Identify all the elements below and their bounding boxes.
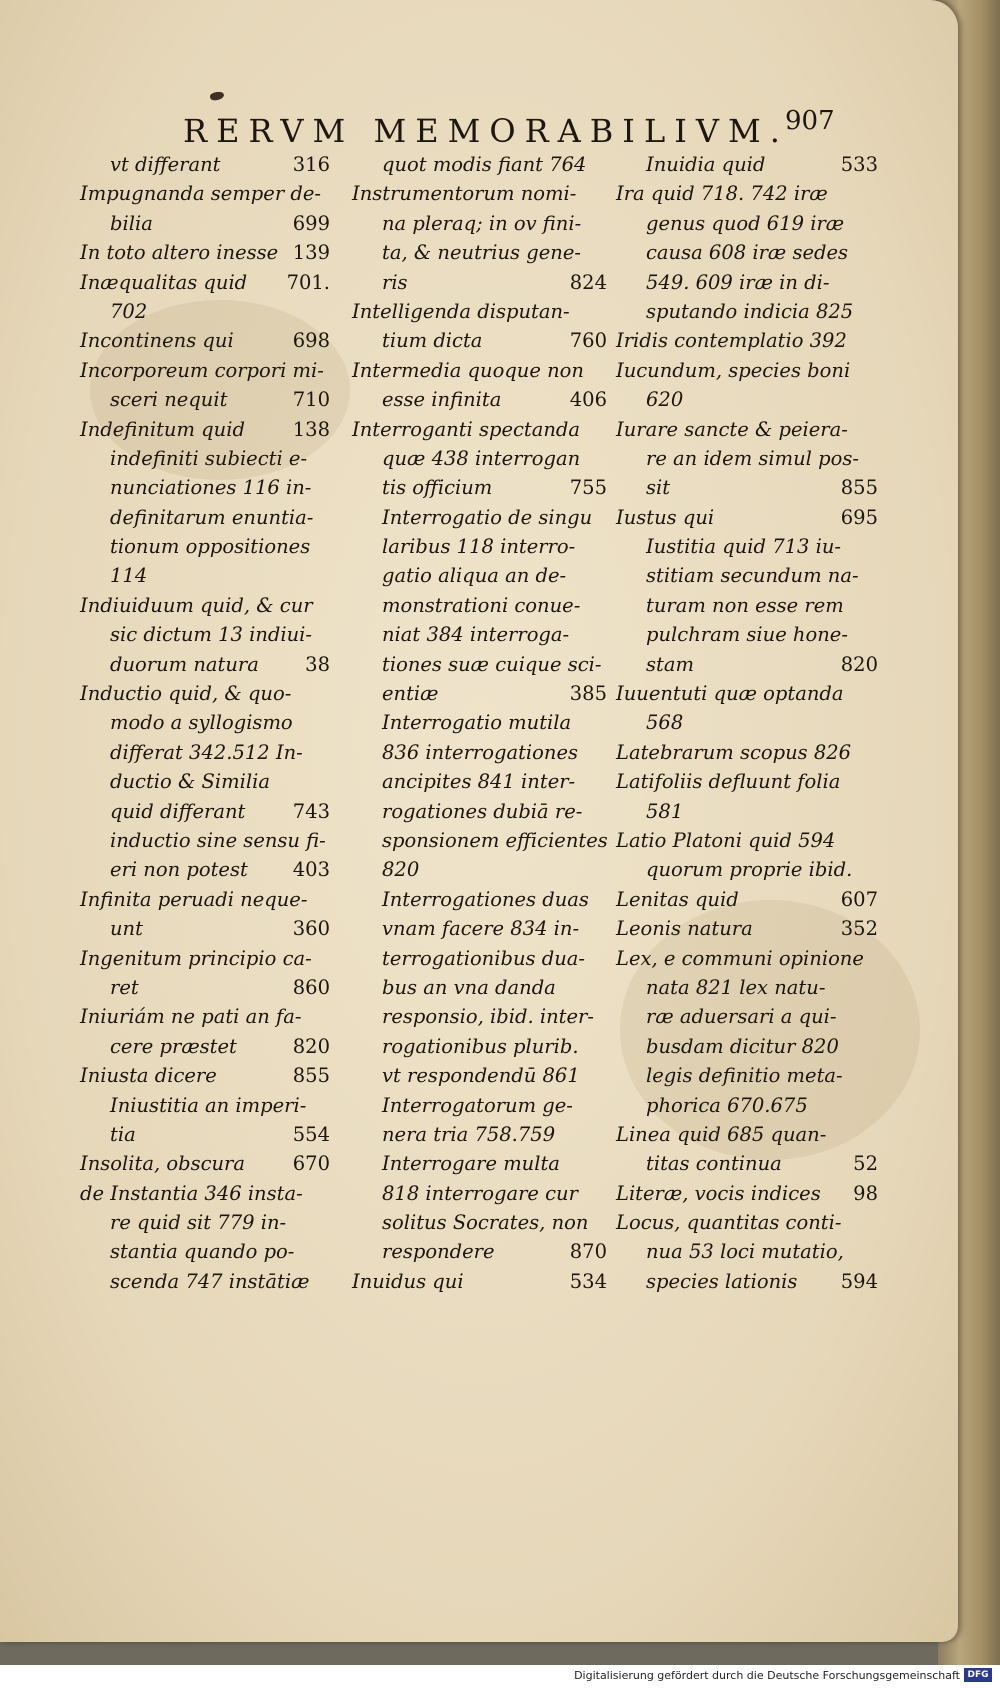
entry-text: Iucundum, species boni	[616, 358, 851, 382]
entry-text: 620	[646, 388, 684, 412]
entry-text: Latifoliis defluunt folia	[616, 770, 841, 794]
entry-text: Iustus qui	[616, 505, 715, 529]
entry-text: tiones suæ cuique sci-	[382, 652, 602, 676]
entry-page-ref: 699	[292, 211, 330, 235]
entry-text: tia	[110, 1122, 136, 1146]
entry-text: vnam facere 834 in-	[382, 917, 580, 941]
entry-text: stantia quando po-	[110, 1240, 295, 1264]
entry-text: bus an vna danda	[382, 975, 556, 999]
entry-text: genus quod 619 iræ	[646, 211, 845, 235]
index-entry-line	[352, 650, 607, 679]
index-entry-line	[616, 650, 878, 679]
entry-text: Intermedia quoque non	[352, 358, 584, 382]
entry-text: Incorporeum corpori mi-	[80, 358, 324, 382]
index-entry-line	[616, 1267, 878, 1296]
entry-page-ref: 316	[292, 153, 330, 176]
entry-text: Locus, quantitas conti-	[616, 1211, 842, 1235]
entry-text: species lationis	[646, 1269, 798, 1293]
index-entry-line	[352, 826, 607, 855]
entry-page-ref: 554	[292, 1122, 330, 1146]
index-entry-line	[80, 855, 330, 884]
entry-text: quot modis fiant 764	[382, 153, 587, 176]
index-entry-line	[352, 150, 607, 179]
index-entry-line	[80, 620, 330, 649]
entry-text: 820	[382, 858, 420, 882]
index-entry-line	[616, 532, 878, 561]
entry-page-ref: 824	[569, 270, 607, 294]
entry-text: esse infinita	[382, 388, 502, 412]
entry-text: nunciationes 116 in-	[110, 476, 312, 500]
index-entry-line	[352, 1237, 607, 1266]
entry-text: laribus 118 interro-	[382, 535, 576, 559]
index-entry-line	[80, 1091, 330, 1120]
entry-text: causa 608 iræ sedes	[646, 241, 849, 265]
entry-text: stitiam secundum na-	[646, 564, 859, 588]
index-entry-line	[80, 385, 330, 414]
index-entry-line	[616, 503, 878, 532]
index-entry-line	[352, 1091, 607, 1120]
entry-text: Lenitas quid	[616, 887, 739, 911]
entry-page-ref: 870	[569, 1240, 607, 1264]
entry-text: definitarum enuntia-	[110, 505, 314, 529]
entry-text: terrogationibus dua-	[382, 946, 585, 970]
footer-credit: Digitalisierung gefördert durch die Deutsche Forschungsgemeinschaft	[574, 1669, 960, 1682]
entry-text: 836 interrogationes	[382, 740, 578, 764]
entry-text: Insolita, obscura	[80, 1152, 245, 1176]
index-entry-line	[616, 326, 878, 355]
entry-text: duorum natura	[110, 652, 259, 676]
index-entry-line	[352, 356, 607, 385]
index-entry-line	[80, 503, 330, 532]
index-entry-line	[80, 1120, 330, 1149]
entry-text: re an idem simul pos-	[646, 446, 859, 470]
entry-text: sit	[646, 476, 671, 500]
index-entry-line	[616, 415, 878, 444]
index-entry-line	[616, 1208, 878, 1237]
entry-page-ref: 820	[292, 1034, 330, 1058]
index-entry-line	[616, 738, 878, 767]
index-entry-line	[616, 473, 878, 502]
entry-text: Ingenitum principio ca-	[80, 946, 312, 970]
entry-text: Inuidus qui	[352, 1269, 464, 1293]
index-entry-line	[616, 620, 878, 649]
entry-text: Instrumentorum nomi-	[352, 182, 577, 206]
entry-page-ref: 701.	[286, 270, 330, 294]
index-entry-line	[616, 1179, 878, 1208]
entry-text: stam	[646, 652, 694, 676]
page-title: RERVM MEMORABILIVM.	[183, 112, 789, 150]
entry-text: ret	[110, 975, 139, 999]
entry-text: In toto altero inesse	[80, 241, 279, 265]
index-entry-line	[352, 268, 607, 297]
entry-text: 581	[646, 799, 684, 823]
index-entry-line	[616, 708, 878, 737]
entry-text: solitus Socrates, non	[382, 1211, 589, 1235]
index-entry-line	[352, 855, 607, 884]
entry-page-ref: 534	[569, 1269, 607, 1293]
index-entry-line	[616, 855, 878, 884]
index-entry-line	[80, 973, 330, 1002]
index-entry-line	[80, 297, 330, 326]
entry-page-ref: 385	[569, 682, 607, 706]
index-entry-line	[352, 415, 607, 444]
index-entry-line	[616, 767, 878, 796]
entry-text: pulchram siue hone-	[646, 623, 848, 647]
index-entry-line	[616, 444, 878, 473]
entry-text: sic dictum 13 indiui-	[110, 623, 312, 647]
index-entry-line	[80, 1267, 330, 1296]
entry-page-ref: 695	[840, 505, 878, 529]
entry-text: niat 384 interroga-	[382, 623, 570, 647]
entry-page-ref: 855	[840, 476, 878, 500]
index-entry-line	[80, 356, 330, 385]
index-entry-line	[352, 591, 607, 620]
entry-text: Interroganti spectanda	[352, 417, 581, 441]
entry-text: Latebrarum scopus 826	[616, 740, 852, 764]
entry-text: tis officium	[382, 476, 493, 500]
entry-page-ref: 743	[292, 799, 330, 823]
entry-text: nera tria 758.759	[382, 1122, 556, 1146]
index-entry-line	[352, 326, 607, 355]
entry-page-ref: 820	[840, 652, 878, 676]
entry-text: scenda 747 instātiæ	[110, 1269, 310, 1293]
entry-text: 818 interrogare cur	[382, 1181, 578, 1205]
index-entry-line	[80, 885, 330, 914]
entry-page-ref: 710	[292, 388, 330, 412]
entry-text: Inuidia quid	[646, 153, 766, 176]
index-entry-line	[80, 561, 330, 590]
entry-text: rogationibus plurib.	[382, 1034, 579, 1058]
index-entry-line	[616, 1061, 878, 1090]
entry-text: Leonis natura	[616, 917, 753, 941]
entry-page-ref: 360	[292, 917, 330, 941]
index-entry-line	[616, 1120, 878, 1149]
entry-text: ræ aduersari a qui-	[646, 1005, 837, 1029]
index-entry-line	[352, 973, 607, 1002]
index-entry-line	[352, 620, 607, 649]
entry-text: Iniusta dicere	[80, 1064, 217, 1088]
entry-page-ref: 98	[853, 1181, 878, 1205]
index-entry-line	[616, 297, 878, 326]
index-entry-line	[352, 1120, 607, 1149]
entry-page-ref: 38	[305, 652, 330, 676]
index-entry-line	[616, 973, 878, 1002]
index-entry-line	[616, 826, 878, 855]
index-entry-line	[352, 708, 607, 737]
index-entry-line	[616, 591, 878, 620]
entry-text: Inductio quid, & quo-	[80, 682, 292, 706]
index-entry-line	[352, 1032, 607, 1061]
index-entry-line	[80, 797, 330, 826]
index-entry-line	[80, 532, 330, 561]
index-entry-line	[352, 944, 607, 973]
entry-text: Iniuriám ne pati an fa-	[80, 1005, 302, 1029]
entry-text: Interrogationes duas	[382, 887, 589, 911]
index-entry-line	[80, 1179, 330, 1208]
index-entry-line	[352, 209, 607, 238]
entry-text: ductio & Similia	[110, 770, 270, 794]
index-entry-line	[80, 238, 330, 267]
entry-text: Iurare sancte & peiera-	[616, 417, 848, 441]
index-entry-line	[616, 1032, 878, 1061]
entry-text: Lex, e communi opinione	[616, 946, 864, 970]
entry-text: Indefinitum quid	[80, 417, 245, 441]
index-entry-line	[352, 179, 607, 208]
index-entry-line	[80, 650, 330, 679]
entry-text: 114	[110, 564, 148, 588]
entry-text: Latio Platoni quid 594	[616, 828, 836, 852]
entry-text: monstrationi conue-	[382, 593, 581, 617]
index-entry-line	[352, 1179, 607, 1208]
index-entry-line	[80, 150, 330, 179]
entry-text: bilia	[110, 211, 153, 235]
entry-text: tionum oppositiones	[110, 535, 311, 559]
entry-page-ref: 138	[292, 417, 330, 441]
entry-page-ref: 860	[292, 975, 330, 999]
entry-text: entiæ	[382, 682, 439, 706]
entry-page-ref: 760	[569, 329, 607, 353]
entry-text: Interrogatorum ge-	[382, 1093, 573, 1117]
index-entry-line	[352, 914, 607, 943]
index-entry-line	[352, 385, 607, 414]
index-entry-line	[616, 885, 878, 914]
entry-text: Iniustitia an imperi-	[110, 1093, 307, 1117]
index-entry-line	[616, 797, 878, 826]
index-entry-line	[616, 238, 878, 267]
index-entry-line	[80, 738, 330, 767]
index-entry-line	[616, 150, 878, 179]
entry-text: nata 821 lex natu-	[646, 975, 826, 999]
index-entry-line	[80, 1032, 330, 1061]
entry-text: sponsionem efficientes	[382, 828, 608, 852]
ink-blot	[209, 90, 225, 101]
index-entry-line	[352, 679, 607, 708]
entry-text: quorum proprie ibid.	[646, 858, 853, 882]
entry-text: busdam dicitur 820	[646, 1034, 839, 1058]
index-entry-line	[80, 1149, 330, 1178]
index-entry-line	[616, 1091, 878, 1120]
index-entry-line	[616, 561, 878, 590]
entry-text: Interrogatio de singu	[382, 505, 593, 529]
index-column-3	[616, 150, 878, 1296]
index-entry-line	[352, 1149, 607, 1178]
index-entry-line	[352, 238, 607, 267]
entry-page-ref: 533	[840, 153, 878, 176]
entry-text: eri non potest	[110, 858, 248, 882]
index-entry-line	[80, 591, 330, 620]
entry-text: vt respondendū 861	[382, 1064, 580, 1088]
index-entry-line	[80, 444, 330, 473]
index-entry-line	[616, 1149, 878, 1178]
index-entry-line	[616, 1002, 878, 1031]
index-entry-line	[352, 738, 607, 767]
index-entry-line	[352, 561, 607, 590]
entry-text: Ira quid 718. 742 iræ	[616, 182, 828, 206]
index-entry-line	[352, 767, 607, 796]
entry-page-ref: 406	[569, 388, 607, 412]
entry-text: titas continua	[646, 1152, 782, 1176]
entry-text: na pleraq; in ov fini-	[382, 211, 582, 235]
entry-page-ref: 139	[292, 241, 330, 265]
index-entry-line	[80, 209, 330, 238]
entry-text: tium dicta	[382, 329, 483, 353]
entry-text: Literæ, vocis indices	[616, 1181, 821, 1205]
footer-bar	[0, 1665, 1000, 1688]
entry-text: re quid sit 779 in-	[110, 1211, 287, 1235]
index-entry-line	[80, 914, 330, 943]
entry-text: Incontinens qui	[80, 329, 234, 353]
index-entry-line	[80, 473, 330, 502]
index-entry-line	[80, 679, 330, 708]
entry-page-ref: 594	[840, 1269, 878, 1293]
entry-text: phorica 670.675	[646, 1093, 808, 1117]
index-entry-line	[352, 1208, 607, 1237]
entry-text: sceri nequit	[110, 388, 228, 412]
index-entry-line	[80, 1002, 330, 1031]
entry-text: 702	[110, 299, 148, 323]
entry-page-ref: 855	[292, 1064, 330, 1088]
entry-text: Inæqualitas quid	[80, 270, 248, 294]
index-entry-line	[352, 297, 607, 326]
index-entry-line	[352, 444, 607, 473]
index-entry-line	[616, 679, 878, 708]
index-entry-line	[352, 797, 607, 826]
index-entry-line	[352, 1267, 607, 1296]
index-entry-line	[80, 415, 330, 444]
entry-text: de Instantia 346 insta-	[80, 1181, 303, 1205]
index-entry-line	[616, 209, 878, 238]
entry-text: legis definitio meta-	[646, 1064, 843, 1088]
dfg-logo: DFG	[964, 1668, 992, 1682]
index-entry-line	[80, 326, 330, 355]
entry-text: gatio aliqua an de-	[382, 564, 567, 588]
entry-text: respondere	[382, 1240, 495, 1264]
entry-page-ref: 403	[292, 858, 330, 882]
index-entry-line	[352, 885, 607, 914]
index-entry-line	[80, 1061, 330, 1090]
entry-text: ancipites 841 inter-	[382, 770, 576, 794]
index-entry-line	[616, 356, 878, 385]
entry-text: ris	[382, 270, 408, 294]
index-entry-line	[616, 1237, 878, 1266]
entry-page-ref: 52	[853, 1152, 878, 1176]
entry-text: quæ 438 interrogan	[382, 446, 581, 470]
entry-text: unt	[110, 917, 143, 941]
index-entry-line	[616, 268, 878, 297]
index-entry-line	[352, 1061, 607, 1090]
index-entry-line	[352, 1002, 607, 1031]
index-entry-line	[616, 385, 878, 414]
entry-text: modo a syllogismo	[110, 711, 293, 735]
index-entry-line	[352, 473, 607, 502]
index-entry-line	[616, 914, 878, 943]
entry-text: quid differant	[110, 799, 246, 823]
index-entry-line	[80, 1237, 330, 1266]
index-entry-line	[80, 826, 330, 855]
entry-text: Interrogare multa	[382, 1152, 560, 1176]
entry-page-ref: 755	[569, 476, 607, 500]
index-entry-line	[80, 1208, 330, 1237]
entry-text: nua 53 loci mutatio,	[646, 1240, 844, 1264]
entry-text: ta, & neutrius gene-	[382, 241, 581, 265]
index-entry-line	[80, 767, 330, 796]
entry-text: 568	[646, 711, 684, 735]
entry-text: Infinita peruadi neque-	[80, 887, 308, 911]
entry-text: sputando indicia 825	[646, 299, 854, 323]
entry-text: rogationes dubiā re-	[382, 799, 583, 823]
entry-text: 549. 609 iræ in di-	[646, 270, 830, 294]
index-entry-line	[80, 708, 330, 737]
index-entry-line	[80, 944, 330, 973]
entry-text: Iustitia quid 713 iu-	[646, 535, 841, 559]
index-column-1	[80, 150, 330, 1296]
index-entry-line	[80, 268, 330, 297]
index-entry-line	[616, 944, 878, 973]
index-entry-line	[352, 532, 607, 561]
entry-text: differat 342.512 In-	[110, 740, 303, 764]
entry-text: Indiuiduum quid, & cur	[80, 593, 313, 617]
index-entry-line	[616, 179, 878, 208]
entry-text: Linea quid 685 quan-	[616, 1122, 827, 1146]
index-column-2	[352, 150, 607, 1296]
page-number: 907	[785, 106, 835, 136]
entry-page-ref: 352	[840, 917, 878, 941]
index-entry-line	[352, 503, 607, 532]
entry-text: Iridis contemplatio 392	[616, 329, 847, 353]
entry-page-ref: 607	[840, 887, 878, 911]
entry-page-ref: 698	[292, 329, 330, 353]
entry-page-ref: 670	[292, 1152, 330, 1176]
entry-text: Impugnanda semper de-	[80, 182, 321, 206]
entry-text: indefiniti subiecti e-	[110, 446, 308, 470]
entry-text: cere præstet	[110, 1034, 237, 1058]
entry-text: Interrogatio mutila	[382, 711, 572, 735]
entry-text: Intelligenda disputan-	[352, 299, 570, 323]
entry-text: responsio, ibid. inter-	[382, 1005, 594, 1029]
entry-text: vt differant	[110, 153, 221, 176]
entry-text: turam non esse rem	[646, 593, 844, 617]
entry-text: Iuuentuti quæ optanda	[616, 682, 844, 706]
index-entry-line	[80, 179, 330, 208]
entry-text: inductio sine sensu fi-	[110, 828, 326, 852]
